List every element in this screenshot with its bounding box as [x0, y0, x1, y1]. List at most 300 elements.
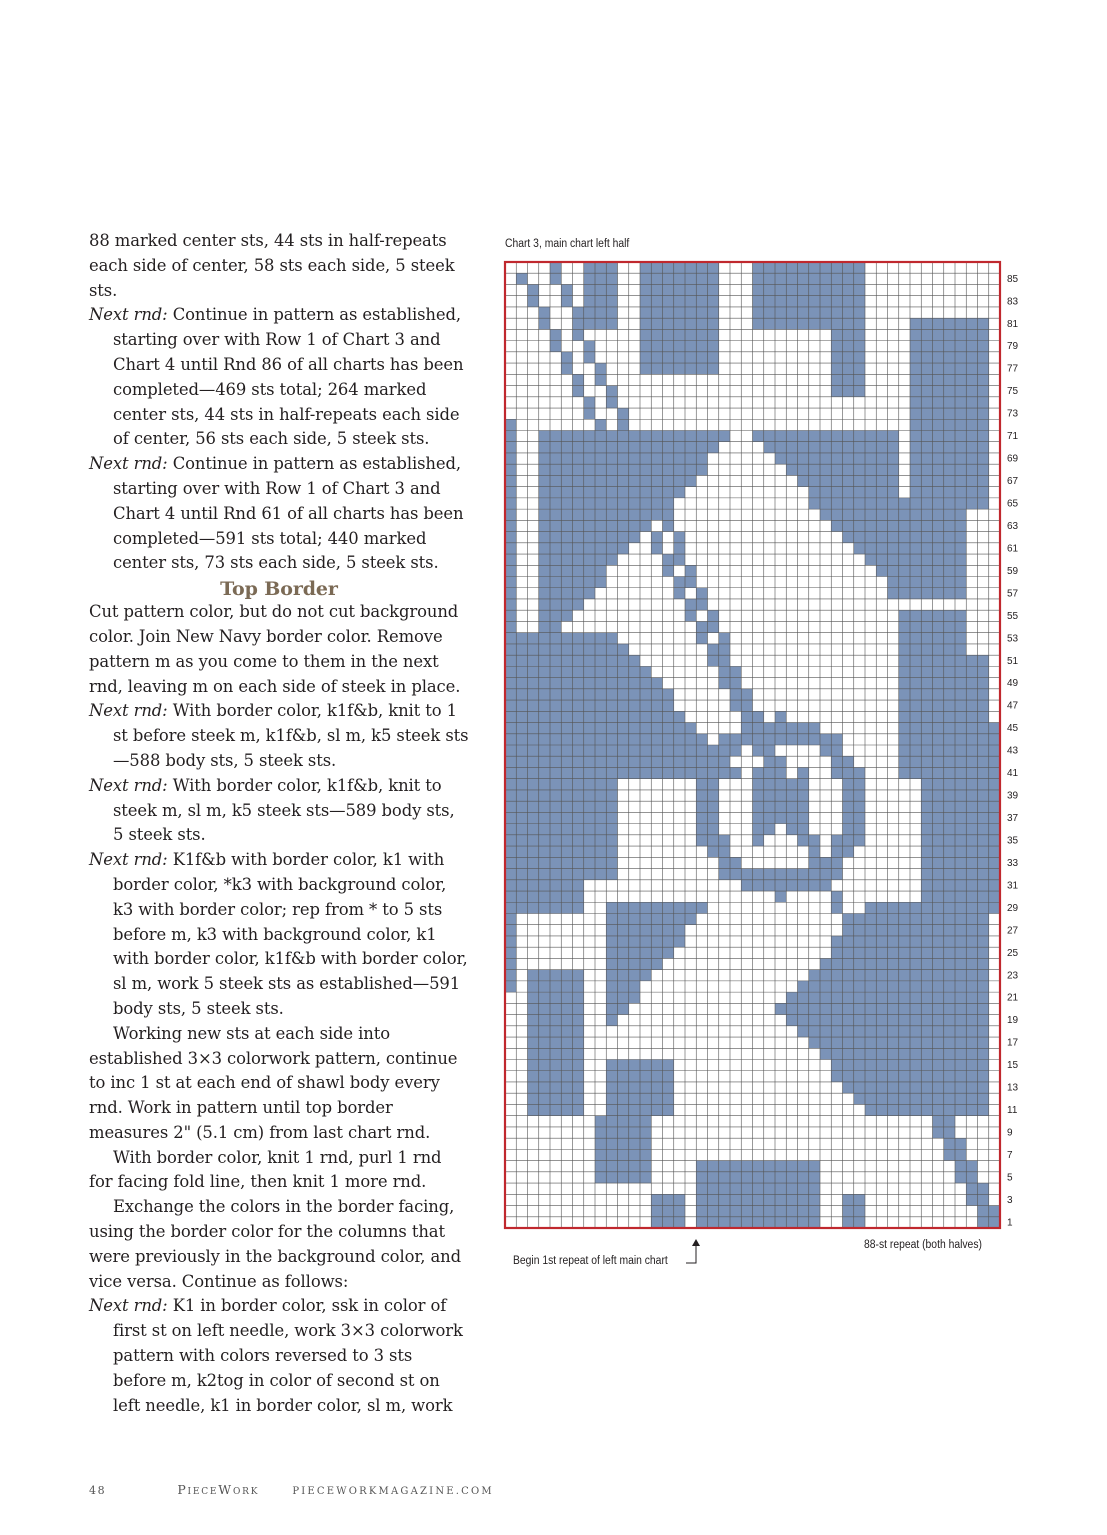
chart-cell — [854, 790, 865, 801]
chart-cell — [831, 1048, 842, 1059]
chart-cell — [539, 318, 550, 329]
chart-cell — [933, 655, 944, 666]
chart-cell — [876, 430, 887, 441]
chart-cell — [933, 1048, 944, 1059]
chart-cell — [955, 464, 966, 475]
chart-cell — [663, 947, 674, 958]
chart-cell — [831, 509, 842, 520]
chart-cell — [899, 1060, 910, 1071]
chart-cell — [798, 1183, 809, 1194]
chart-cell — [640, 475, 651, 486]
chart-cell — [854, 958, 865, 969]
chart-cell — [764, 801, 775, 812]
chart-cell — [595, 666, 606, 677]
chart-cell — [921, 824, 932, 835]
chart-cell — [933, 554, 944, 565]
chart-cell — [539, 869, 550, 880]
chart-cell — [584, 767, 595, 778]
chart-cell — [539, 992, 550, 1003]
chart-cell — [629, 509, 640, 520]
chart-cell — [831, 891, 842, 902]
chart-cell — [955, 363, 966, 374]
chart-cell — [606, 1149, 617, 1160]
chart-cell — [888, 1026, 899, 1037]
chart-cell — [966, 1003, 977, 1014]
chart-cell — [933, 992, 944, 1003]
chart-cell — [854, 801, 865, 812]
chart-cell — [854, 981, 865, 992]
chart-cell — [584, 284, 595, 295]
chart-cell — [708, 1217, 719, 1228]
chart-cell — [618, 520, 629, 531]
chart-cell — [561, 678, 572, 689]
chart-cell — [888, 577, 899, 588]
chart-cell — [820, 430, 831, 441]
chart-cell — [955, 588, 966, 599]
chart-cell — [933, 1082, 944, 1093]
chart-cell — [674, 588, 685, 599]
chart-cell — [786, 779, 797, 790]
chart-cell — [663, 329, 674, 340]
chart-cell — [955, 610, 966, 621]
chart-cell — [561, 296, 572, 307]
chart-cell — [561, 1048, 572, 1059]
chart-cell — [696, 329, 707, 340]
chart-cell — [966, 745, 977, 756]
chart-cell — [663, 767, 674, 778]
chart-cell — [584, 857, 595, 868]
chart-cell — [876, 498, 887, 509]
chart-cell — [786, 824, 797, 835]
chart-cell — [899, 1104, 910, 1115]
chart-cell — [910, 498, 921, 509]
chart-cell — [539, 970, 550, 981]
chart-cell — [944, 1071, 955, 1082]
chart-cell — [955, 779, 966, 790]
chart-cell — [944, 565, 955, 576]
chart-cell — [651, 947, 662, 958]
chart-cell — [629, 689, 640, 700]
chart-cell — [539, 621, 550, 632]
chart-cell — [798, 723, 809, 734]
chart-cell — [933, 857, 944, 868]
chart-cell — [629, 970, 640, 981]
next-rnd-label: Next rnd: — [89, 850, 168, 870]
chart-cell — [719, 678, 730, 689]
chart-cell — [595, 509, 606, 520]
chart-cell — [820, 880, 831, 891]
chart-cell — [933, 644, 944, 655]
chart-cell — [989, 790, 1000, 801]
chart-cell — [843, 352, 854, 363]
chart-cell — [798, 1194, 809, 1205]
chart-cell — [899, 1003, 910, 1014]
chart-cell — [888, 1015, 899, 1026]
page-number: 48 — [89, 1484, 107, 1497]
chart-cell — [539, 790, 550, 801]
chart-cell — [831, 329, 842, 340]
chart-cell — [955, 767, 966, 778]
chart-cell — [696, 464, 707, 475]
row-label: 65 — [1007, 498, 1019, 510]
chart-cell — [640, 442, 651, 453]
chart-cell — [573, 318, 584, 329]
chart-cell — [595, 812, 606, 823]
chart-cell — [820, 734, 831, 745]
chart-cell — [539, 835, 550, 846]
chart-cell — [606, 1060, 617, 1071]
chart-cell — [933, 374, 944, 385]
chart-cell — [966, 430, 977, 441]
chart-cell — [966, 1026, 977, 1037]
chart-cell — [505, 981, 516, 992]
chart-cell — [640, 1093, 651, 1104]
next-rnd-label: Next rnd: — [89, 305, 168, 325]
chart-cell — [550, 992, 561, 1003]
chart-cell — [854, 824, 865, 835]
chart-cell — [978, 464, 989, 475]
chart-cell — [966, 723, 977, 734]
chart-cell — [516, 745, 527, 756]
chart-cell — [764, 430, 775, 441]
chart-cell — [798, 318, 809, 329]
chart-cell — [831, 936, 842, 947]
chart-cell — [561, 902, 572, 913]
chart-cell — [809, 857, 820, 868]
chart-cell — [561, 1026, 572, 1037]
chart-cell — [786, 1217, 797, 1228]
chart-cell — [629, 1127, 640, 1138]
chart-cell — [696, 599, 707, 610]
chart-cell — [606, 543, 617, 554]
chart-cell — [854, 1217, 865, 1228]
chart-cell — [561, 1037, 572, 1048]
chart-cell — [584, 498, 595, 509]
chart-cell — [944, 779, 955, 790]
chart-cell — [595, 532, 606, 543]
chart-cell — [921, 610, 932, 621]
chart-cell — [865, 958, 876, 969]
chart-cell — [741, 880, 752, 891]
chart-cell — [573, 1071, 584, 1082]
chart-cell — [933, 577, 944, 588]
chart-cell — [854, 925, 865, 936]
chart-cell — [696, 734, 707, 745]
chart-cell — [505, 666, 516, 677]
chart-cell — [989, 869, 1000, 880]
chart-cell — [674, 577, 685, 588]
chart-cell — [685, 307, 696, 318]
chart-cell — [651, 1060, 662, 1071]
chart-cell — [505, 801, 516, 812]
chart-cell — [944, 981, 955, 992]
chart-cell — [933, 475, 944, 486]
chart-cell — [651, 329, 662, 340]
chart-cell — [685, 734, 696, 745]
chart-cell — [933, 408, 944, 419]
chart-cell — [640, 1082, 651, 1093]
chart-cell — [708, 1183, 719, 1194]
chart-cell — [606, 1093, 617, 1104]
chart-cell — [955, 644, 966, 655]
chart-cell — [629, 1172, 640, 1183]
chart-cell — [696, 1206, 707, 1217]
chart-cell — [674, 341, 685, 352]
chart-cell — [899, 745, 910, 756]
chart-cell — [505, 846, 516, 857]
chart-cell — [854, 779, 865, 790]
chart-cell — [606, 1172, 617, 1183]
chart-cell — [606, 869, 617, 880]
chart-cell — [764, 1183, 775, 1194]
chart-cell — [550, 734, 561, 745]
chart-cell — [865, 430, 876, 441]
chart-cell — [921, 981, 932, 992]
chart-cell — [966, 374, 977, 385]
chart-cell — [865, 1071, 876, 1082]
chart-cell — [606, 520, 617, 531]
chart-cell — [955, 532, 966, 543]
chart-cell — [595, 723, 606, 734]
chart-cell — [854, 509, 865, 520]
chart-cell — [921, 992, 932, 1003]
chart-cell — [921, 633, 932, 644]
chart-cell — [888, 532, 899, 543]
chart-cell — [944, 824, 955, 835]
chart-cell — [674, 453, 685, 464]
chart-cell — [584, 509, 595, 520]
chart-cell — [584, 307, 595, 318]
chart-cell — [651, 767, 662, 778]
chart-cell — [663, 1071, 674, 1082]
chart-cell — [921, 1104, 932, 1115]
chart-cell — [910, 386, 921, 397]
chart-cell — [921, 588, 932, 599]
chart-cell — [550, 543, 561, 554]
chart-cell — [764, 790, 775, 801]
chart-cell — [843, 1048, 854, 1059]
chart-cell — [618, 1149, 629, 1160]
chart-cell — [528, 1037, 539, 1048]
chart-cell — [674, 1194, 685, 1205]
chart-cell — [663, 1060, 674, 1071]
chart-cell — [595, 318, 606, 329]
chart-cell — [505, 532, 516, 543]
chart-cell — [708, 352, 719, 363]
chart-cell — [843, 1071, 854, 1082]
chart-cell — [528, 700, 539, 711]
chart-cell — [888, 430, 899, 441]
chart-cell — [933, 610, 944, 621]
chart-cell — [741, 1161, 752, 1172]
chart-cell — [696, 307, 707, 318]
chart-cell — [606, 284, 617, 295]
chart-cell — [685, 475, 696, 486]
chart-cell — [573, 779, 584, 790]
chart-cell — [966, 846, 977, 857]
chart-cell — [528, 1093, 539, 1104]
chart-cell — [775, 891, 786, 902]
chart-cell — [831, 498, 842, 509]
chart-cell — [730, 734, 741, 745]
chart-cell — [595, 430, 606, 441]
chart-cell — [786, 723, 797, 734]
chart-cell — [663, 430, 674, 441]
chart-cell — [978, 824, 989, 835]
chart-cell — [651, 284, 662, 295]
chart-cell — [573, 992, 584, 1003]
chart-cell — [719, 655, 730, 666]
row-label: 77 — [1007, 363, 1019, 375]
chart-cell — [888, 970, 899, 981]
chart-cell — [966, 891, 977, 902]
chart-cell — [989, 767, 1000, 778]
chart-cell — [865, 992, 876, 1003]
chart-cell — [831, 307, 842, 318]
chart-cell — [966, 408, 977, 419]
chart-cell — [674, 1206, 685, 1217]
chart-cell — [606, 812, 617, 823]
chart-cell — [944, 1116, 955, 1127]
chart-cell — [696, 902, 707, 913]
chart-cell — [910, 532, 921, 543]
chart-cell — [516, 779, 527, 790]
chart-cell — [843, 824, 854, 835]
chart-cell — [730, 700, 741, 711]
chart-cell — [573, 442, 584, 453]
chart-cell — [618, 666, 629, 677]
chart-cell — [921, 554, 932, 565]
chart-cell — [539, 633, 550, 644]
chart-cell — [595, 296, 606, 307]
chart-cell — [629, 1060, 640, 1071]
chart-cell — [944, 902, 955, 913]
chart-cell — [933, 1003, 944, 1014]
chart-cell — [809, 835, 820, 846]
chart-cell — [921, 767, 932, 778]
chart-cell — [865, 1048, 876, 1059]
chart-cell — [854, 1082, 865, 1093]
chart-cell — [550, 1104, 561, 1115]
chart-cell — [820, 487, 831, 498]
chart-cell — [573, 902, 584, 913]
chart-cell — [505, 880, 516, 891]
chart-cell — [865, 947, 876, 958]
chart-cell — [741, 689, 752, 700]
chart-cell — [978, 1003, 989, 1014]
chart-cell — [516, 835, 527, 846]
chart-cell — [854, 318, 865, 329]
chart-cell — [539, 1082, 550, 1093]
chart-cell — [955, 835, 966, 846]
chart-cell — [910, 756, 921, 767]
chart-cell — [843, 262, 854, 273]
chart-cell — [978, 1093, 989, 1104]
chart-cell — [584, 577, 595, 588]
chart-cell — [910, 1104, 921, 1115]
chart-cell — [640, 464, 651, 475]
chart-cell — [696, 621, 707, 632]
chart-cell — [539, 689, 550, 700]
chart-cell — [955, 869, 966, 880]
chart-cell — [708, 1161, 719, 1172]
chart-cell — [606, 936, 617, 947]
chart-cell — [989, 824, 1000, 835]
chart-cell — [978, 745, 989, 756]
chart-cell — [516, 767, 527, 778]
chart-cell — [573, 543, 584, 554]
chart-cell — [966, 464, 977, 475]
chart-cell — [685, 565, 696, 576]
chart-cell — [606, 262, 617, 273]
chart-cell — [854, 453, 865, 464]
chart-cell — [606, 430, 617, 441]
chart-cell — [876, 1003, 887, 1014]
chart-cell — [831, 947, 842, 958]
chart-cell — [854, 1026, 865, 1037]
chart-cell — [910, 442, 921, 453]
chart-cell — [831, 1060, 842, 1071]
chart-cell — [539, 981, 550, 992]
chart-cell — [809, 1217, 820, 1228]
chart-cell — [663, 475, 674, 486]
chart-cell — [753, 734, 764, 745]
chart-cell — [516, 633, 527, 644]
chart-cell — [978, 970, 989, 981]
chart-cell — [831, 430, 842, 441]
chart-cell — [595, 700, 606, 711]
chart-cell — [584, 801, 595, 812]
chart-cell — [786, 284, 797, 295]
chart-cell — [539, 554, 550, 565]
chart-cell — [933, 442, 944, 453]
chart-cell — [539, 723, 550, 734]
chart-cell — [561, 779, 572, 790]
chart-cell — [854, 296, 865, 307]
chart-cell — [944, 857, 955, 868]
row-label: 11 — [1007, 1105, 1018, 1117]
chart-cell — [696, 318, 707, 329]
chart-cell — [516, 723, 527, 734]
chart-cell — [899, 498, 910, 509]
chart-cell — [966, 902, 977, 913]
chart-cell — [854, 475, 865, 486]
row-number-labels — [1007, 274, 1019, 1229]
chart-cell — [809, 430, 820, 441]
chart-cell — [910, 1071, 921, 1082]
chart-cell — [550, 1026, 561, 1037]
chart-cell — [606, 756, 617, 767]
chart-cell — [955, 880, 966, 891]
chart-cell — [640, 958, 651, 969]
chart-cell — [786, 442, 797, 453]
chart-cell — [606, 790, 617, 801]
chart-cell — [640, 262, 651, 273]
chart-cell — [921, 644, 932, 655]
chart-cell — [696, 284, 707, 295]
chart-cell — [629, 666, 640, 677]
chart-cell — [910, 419, 921, 430]
chart-cell — [831, 520, 842, 531]
chart-cell — [921, 498, 932, 509]
row-label: 13 — [1007, 1082, 1019, 1094]
chart-cell — [696, 801, 707, 812]
chart-cell — [730, 857, 741, 868]
chart-cell — [921, 790, 932, 801]
chart-cell — [629, 958, 640, 969]
chart-cell — [584, 487, 595, 498]
chart-cell — [539, 1093, 550, 1104]
